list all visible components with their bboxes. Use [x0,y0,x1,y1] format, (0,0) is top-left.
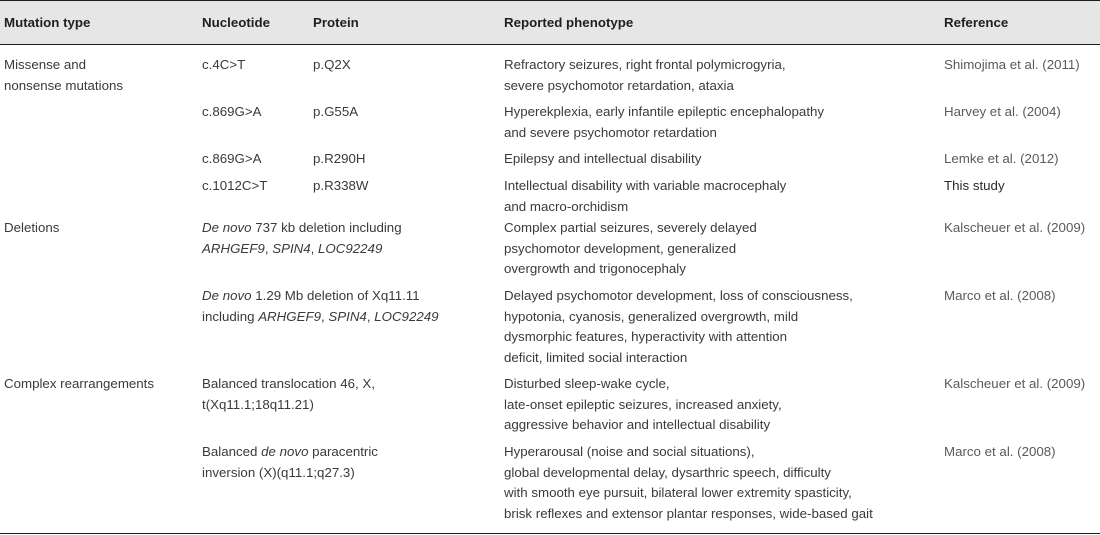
row5-phenotype [504,218,757,280]
row8-description [202,442,378,483]
row5-desc-line1 [202,218,402,239]
row6-reference: Marco et al. (2008) [944,288,1056,303]
top-rule [0,0,1100,1]
row8-desc-text: paracentric [308,444,378,459]
group-missense-line: nonsense mutations [4,77,124,93]
row3-phenotype: Epilepsy and intellectual disability [504,151,702,166]
row1-reference: Shimojima et al. (2011) [944,57,1080,72]
row7-desc-line: t(Xq11.1;18q11.21) [202,396,314,412]
separator: , [321,308,329,324]
row8-desc-em: de novo [261,444,309,459]
row6-desc-line1 [202,286,439,307]
row7-desc-line: Balanced translocation 46, X, [202,376,375,391]
row6-phenotype [504,286,853,368]
row2-reference: Harvey et al. (2004) [944,104,1061,119]
phenotype-line: Disturbed sleep-wake cycle, [504,376,670,391]
row2-phenotype [504,102,824,143]
row6-desc-text: 1.29 Mb deletion of Xq11.11 [251,288,420,303]
phenotype-line: deficit, limited social interaction [504,349,688,365]
row5-desc-line2 [202,239,402,260]
header-reference: Reference [944,15,1009,30]
header-nucleotide: Nucleotide [202,15,270,30]
row5-description [202,218,402,259]
header-protein: Protein [313,15,359,30]
row6-description [202,286,439,327]
gene-loc92249: LOC92249 [318,240,383,256]
row3-protein: p.R290H [313,151,366,166]
phenotype-line: Delayed psychomotor development, loss of consciousness, [504,288,853,303]
phenotype-line: Hyperarousal (noise and social situations), [504,444,755,459]
row4-reference: This study [944,178,1005,193]
row7-description [202,374,375,415]
group-complex: Complex rearrangements [4,376,155,391]
phenotype-line: dysmorphic features, hyperactivity with attention [504,329,788,344]
row8-desc-line2: inversion (X)(q11.1;q27.3) [202,464,355,480]
phenotype-line: late-onset epileptic seizures, increased anxiety, [504,396,782,412]
row6-desc-text: including [202,308,259,324]
row2-protein: p.G55A [313,104,359,119]
phenotype-line: and macro-orchidism [504,198,629,214]
row8-phenotype [504,442,873,524]
phenotype-line: severe psychomotor retardation, ataxia [504,77,734,93]
row3-nucleotide: c.869G>A [202,151,262,166]
row6-desc-em: De novo [202,288,252,303]
header-phenotype: Reported phenotype [504,15,634,30]
phenotype-line: Hyperekplexia, early infantile epileptic encephalopathy [504,104,825,119]
row5-desc-text: 737 kb deletion including [251,220,402,235]
phenotype-line: Complex partial seizures, severely delayed [504,220,757,235]
gene-spin4: SPIN4 [272,240,311,256]
row1-protein: p.Q2X [313,57,351,72]
phenotype-line: aggressive behavior and intellectual disability [504,417,771,432]
row1-nucleotide: c.4C>T [202,57,246,72]
row4-phenotype [504,176,786,217]
group-missense [4,55,123,96]
phenotype-line: Intellectual disability with variable macrocephaly [504,178,787,193]
bottom-rule [0,533,1100,534]
phenotype-line: with smooth eye pursuit, bilateral lower extremity spasticity, [504,485,852,500]
phenotype-line: and severe psychomotor retardation [504,124,717,140]
phenotype-line: psychomotor development, generalized [504,240,737,256]
phenotype-line: overgrowth and trigonocephaly [504,261,686,276]
row5-desc-em: De novo [202,220,252,235]
phenotype-line: hypotonia, cyanosis, generalized overgrowth, mild [504,308,799,324]
separator: , [366,308,375,324]
gene-arhgef9: ARHGEF9 [202,240,265,256]
group-deletions: Deletions [4,220,60,235]
row3-reference: Lemke et al. (2012) [944,151,1059,166]
header-mutation-type: Mutation type [4,15,91,30]
row6-desc-line2 [202,307,439,328]
row8-desc-line1 [202,442,378,463]
row7-phenotype [504,374,782,436]
gene-arhgef9: ARHGEF9 [258,308,321,324]
row2-nucleotide: c.869G>A [202,104,262,119]
row4-nucleotide: c.1012C>T [202,178,268,193]
row8-desc-text: Balanced [202,444,262,459]
row5-reference: Kalscheuer et al. (2009) [944,220,1086,235]
phenotype-line: Refractory seizures, right frontal polymicrogyria, [504,57,786,72]
row8-reference: Marco et al. (2008) [944,444,1056,459]
header-rule [0,44,1100,45]
gene-loc92249: LOC92249 [374,308,439,324]
phenotype-line: global developmental delay, dysarthric speech, difficulty [504,464,831,480]
phenotype-line: brisk reflexes and extensor plantar responses, wide-based gait [504,505,873,521]
separator: , [310,240,319,256]
gene-spin4: SPIN4 [328,308,367,324]
separator: , [264,240,273,256]
group-missense-line: Missense and [4,57,87,72]
row4-protein: p.R338W [313,178,369,193]
row7-reference: Kalscheuer et al. (2009) [944,376,1086,391]
row1-phenotype [504,55,786,96]
